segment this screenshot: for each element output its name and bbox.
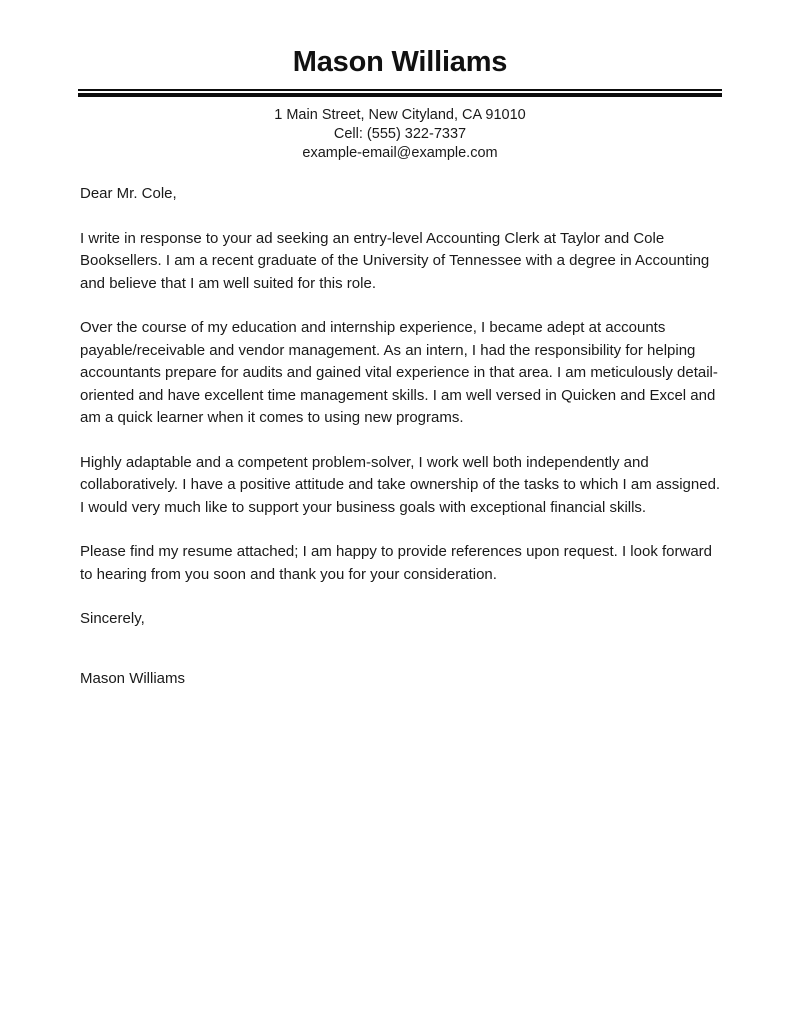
signature-name: Mason Williams [80,669,186,687]
contact-address: 1 Main Street, New Cityland, CA 91010 [274,107,526,124]
divider-rule-thick [78,93,722,97]
signature-space [80,631,722,668]
letter-body [80,163,722,690]
contact-phone: Cell: (555) 322-7337 [333,126,467,143]
body-paragraph-1: I write in response to your ad seeking an entry-level Accounting Clerk at Taylor and Cole Booksellers. I am a recent graduate of the University of Tennessee with a degree in Accounting and believe that I am well suited for this role. [80,229,710,292]
closing-salutation: Sincerely, [80,610,145,628]
contact-block [78,106,722,163]
contact-email: example-email@example.com [302,145,498,162]
letter-header [0,0,800,163]
header-divider [78,89,722,97]
page-title: Mason Williams [292,46,508,78]
body-paragraph-4: Please find my resume attached; I am happy to provide references upon request. I look forward to hearing from you soon and thank you for your consideration. [80,543,713,583]
body-paragraph-2: Over the course of my education and internship experience, I became adept at accounts payable/receivable and vendor management. As an intern, I had the responsibility for helping accountants prepare for audits and gained vital experience in that area. I am meticulously detail-oriented and have excellent time management skills. I am well versed in Quicken and Excel and am a quick learner when it comes to using new programs. [80,319,718,427]
salutation: Dear Mr. Cole, [80,185,177,203]
body-paragraph-3: Highly adaptable and a competent problem-solver, I work well both independently and collaboratively. I have a positive attitude and take ownership of the tasks to which I am assigned. I would very much like to support your business goals with exceptional financial skills. [80,453,721,516]
